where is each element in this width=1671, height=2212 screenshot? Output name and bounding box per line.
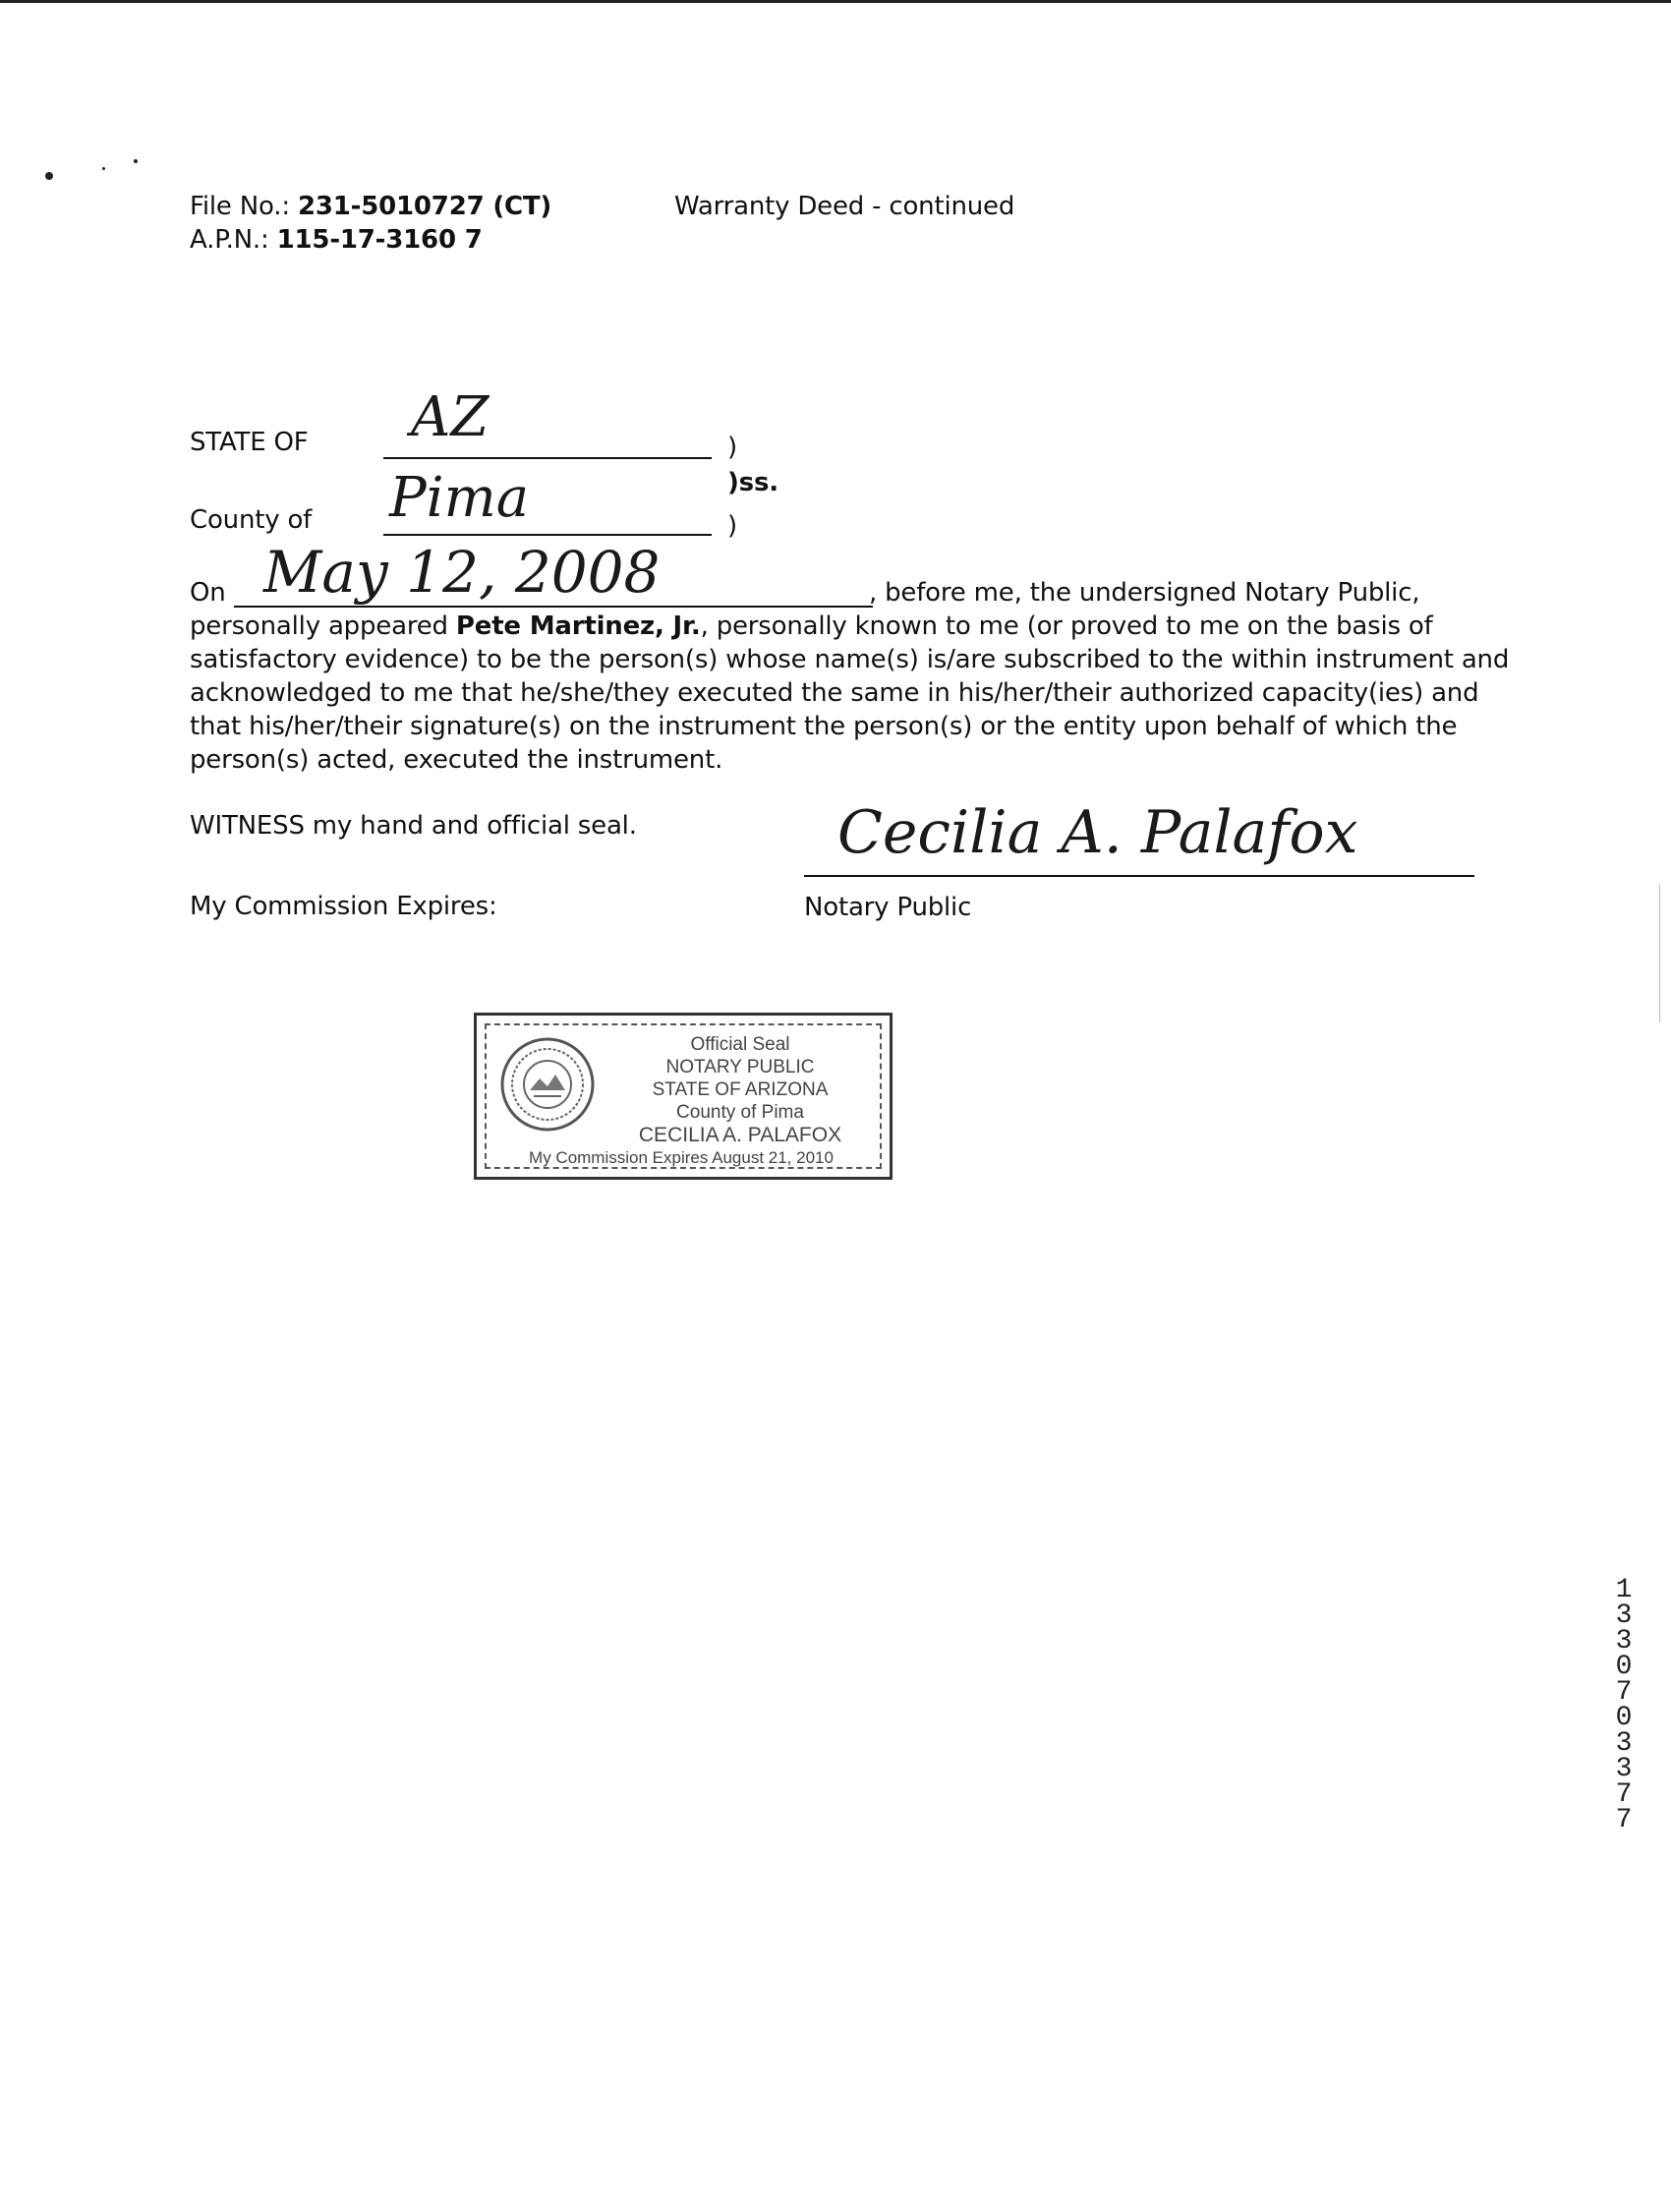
ack-paragraph: [190, 610, 1510, 777]
appearing-person: Pete Martinez, Jr.: [455, 611, 701, 641]
seal-line-4: County of Pima: [676, 1102, 804, 1123]
scan-speck: [134, 159, 138, 163]
notary-signature: Cecilia A. Palafox: [837, 798, 1358, 867]
seal-line-6: My Commission Expires August 21, 2010: [529, 1148, 834, 1167]
apn: [190, 223, 483, 257]
apn-value: 115-17-3160 7: [276, 225, 483, 255]
file-number-label: File No.:: [190, 192, 290, 221]
ss-mark: )ss.: [727, 468, 778, 497]
seal-line-5: CECILIA A. PALAFOX: [638, 1124, 842, 1146]
commission-label: My Commission Expires:: [190, 892, 497, 921]
witness-text: WITNESS my hand and official seal.: [190, 811, 637, 841]
paren-2: ): [727, 511, 737, 541]
file-number-value: 231-5010727 (CT): [297, 192, 552, 221]
ack-line-5: that his/her/their signature(s) on the instrument the person(s) or the entity upon behalf of which the: [190, 712, 1458, 741]
ack-line-3: satisfactory evidence) to be the person(s) whose name(s) is/are subscribed to the within instrument and: [190, 645, 1510, 674]
date-underline: [234, 606, 873, 608]
seal-line-1: Official Seal: [690, 1034, 790, 1055]
county-handwritten: Pima: [389, 466, 530, 530]
county-underline: [383, 534, 712, 536]
state-underline: [383, 457, 712, 459]
seal-line-2: NOTARY PUBLIC: [665, 1057, 815, 1077]
scan-top-edge: [0, 0, 1671, 3]
scan-speck: [102, 167, 105, 170]
state-label: STATE OF: [190, 428, 309, 457]
scan-speck: [45, 172, 53, 180]
document-title: Warranty Deed - continued: [674, 192, 1015, 221]
paren-1: ): [727, 433, 737, 462]
file-number: [190, 190, 551, 223]
date-handwritten: May 12, 2008: [263, 539, 661, 606]
signature-line: [804, 875, 1474, 877]
notary-seal-stamp: [474, 1013, 893, 1180]
scan-edge-mark: [1659, 885, 1660, 1022]
ack-line-6: person(s) acted, executed the instrument.: [190, 745, 723, 775]
seal-text: [529, 1033, 878, 1169]
seal-line-3: STATE OF ARIZONA: [652, 1079, 829, 1100]
apn-label: A.P.N.:: [190, 225, 269, 255]
county-label: County of: [190, 505, 313, 535]
recording-number: 1 3 3 0 7 0 3 3 7 7: [1615, 1575, 1633, 1835]
ack-line-2: personally appeared Pete Martinez, Jr., personally known to me (or proved to me on the basis of: [190, 611, 1433, 641]
on-label: On: [190, 578, 226, 608]
ack-line-4: acknowledged to me that he/she/they executed the same in his/her/their authorized capacity(ies) and: [190, 678, 1479, 708]
ack-line-1-tail: , before me, the undersigned Notary Public,: [869, 578, 1420, 608]
state-seal-icon: [498, 1035, 597, 1134]
state-handwritten: AZ: [411, 385, 490, 449]
notary-public-label: Notary Public: [804, 893, 972, 922]
